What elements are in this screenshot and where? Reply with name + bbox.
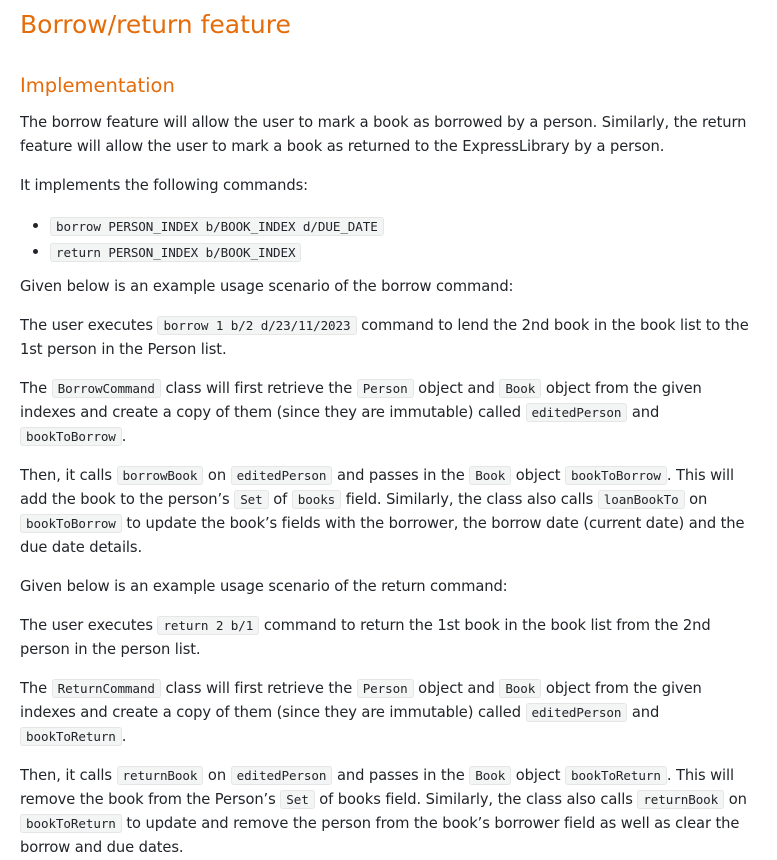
code-inline: editedPerson	[231, 466, 333, 485]
code-inline: bookToReturn	[20, 814, 122, 833]
list-item	[50, 239, 757, 265]
page-title: Borrow/return feature	[20, 10, 291, 39]
code-inline: Set	[234, 490, 268, 509]
code-inline: borrow 1 b/2 d/23/11/2023	[157, 316, 356, 335]
code-inline: editedPerson	[526, 403, 628, 422]
code-inline: Person	[357, 379, 414, 398]
code-inline: books	[292, 490, 341, 509]
code-inline: Person	[357, 679, 414, 698]
code-borrow-command: borrow PERSON_INDEX b/BOOK_INDEX d/DUE_DATE	[50, 217, 384, 236]
code-inline: Book	[469, 766, 511, 785]
code-inline: BorrowCommand	[52, 379, 161, 398]
paragraph-overview: The borrow feature will allow the user to mark a book as borrowed by a person. Similarly, the return feature will allow the user to mark a book as returned to the ExpressLibrary by a person.	[20, 114, 747, 155]
section-heading: Implementation	[20, 74, 175, 97]
paragraph-return-intro: Given below is an example usage scenario of the return command:	[20, 578, 508, 595]
paragraph-return-then: Then, it calls returnBook on editedPerson and passes in the Book object bookToReturn . This will remove the book from the Person’s Set of books field. Similarly, the class also calls returnBook on bookToReturn to update and remove the person from the book’s borrower field as well as clear the borrow and due dates.	[20, 767, 747, 856]
command-list	[20, 213, 757, 265]
code-inline: ReturnCommand	[52, 679, 161, 698]
code-inline: loanBookTo	[598, 490, 685, 509]
paragraph-commands-intro: It implements the following commands:	[20, 177, 308, 194]
code-inline: editedPerson	[231, 766, 333, 785]
list-item	[50, 213, 757, 239]
paragraph-return-exec: The user executes return 2 b/1 command to return the 1st book in the book list from the 2nd person in the person list.	[20, 617, 711, 658]
code-inline: editedPerson	[526, 703, 628, 722]
code-inline: Book	[499, 379, 541, 398]
paragraph-borrow-intro: Given below is an example usage scenario of the borrow command:	[20, 278, 514, 295]
paragraph-return-class: The ReturnCommand class will first retrieve the Person object and Book object from the given indexes and create a copy of them (since they are immutable) called editedPerson and bookToReturn .	[20, 680, 702, 745]
code-inline: Book	[469, 466, 511, 485]
code-inline: borrowBook	[117, 466, 204, 485]
paragraph-borrow-exec: The user executes borrow 1 b/2 d/23/11/2023 command to lend the 2nd book in the book list to the 1st person in the Person list.	[20, 317, 749, 358]
code-return-command: return PERSON_INDEX b/BOOK_INDEX	[50, 243, 301, 262]
code-inline: bookToBorrow	[20, 427, 122, 446]
code-inline: bookToReturn	[565, 766, 667, 785]
paragraph-borrow-then: Then, it calls borrowBook on editedPerson and passes in the Book object bookToBorrow . This will add the book to the person’s Set of books field. Similarly, the class also calls loanBookTo on bookToBorrow to update the book’s fields with the borrower, the borrow date (current date) and the due date details.	[20, 467, 745, 556]
code-inline: Set	[280, 790, 314, 809]
code-inline: bookToBorrow	[565, 466, 667, 485]
code-inline: return 2 b/1	[157, 616, 259, 635]
paragraph-borrow-class: The BorrowCommand class will first retrieve the Person object and Book object from the given indexes and create a copy of them (since they are immutable) called editedPerson and bookToBorrow .	[20, 380, 702, 445]
code-inline: bookToBorrow	[20, 514, 122, 533]
code-inline: bookToReturn	[20, 727, 122, 746]
code-inline: Book	[499, 679, 541, 698]
code-inline: returnBook	[637, 790, 724, 809]
code-inline: returnBook	[117, 766, 204, 785]
